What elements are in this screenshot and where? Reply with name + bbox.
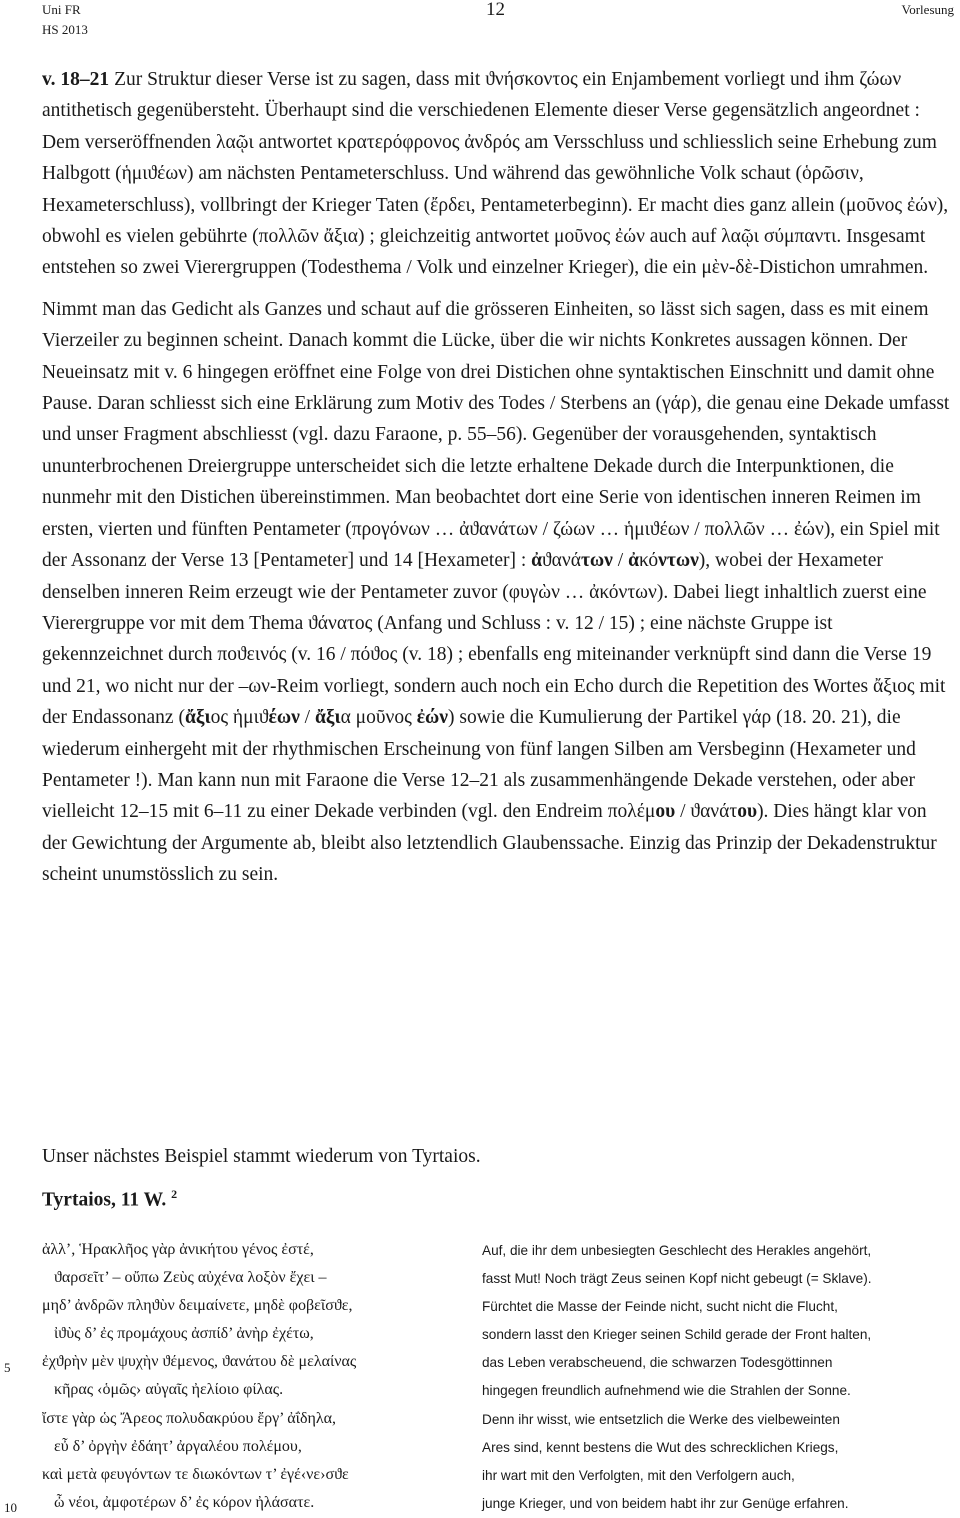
greek-line: μηδ’ ἀνδρῶν πληϑὺν δειμαίνετε, μηδὲ φοβεῖσϑε, [42,1297,353,1315]
greek-line: εὖ δ’ ὀργὴν ἐδάητ’ ἀργαλέου πολέμου, [54,1437,302,1455]
greek-line: ἐχϑρὴν μὲν ψυχὴν ϑέμενος, ϑανάτου δὲ μελαίνας [42,1353,357,1371]
line-number: 10 [4,1500,17,1515]
translation-line: Ares sind, kennt bestens die Wut des schrecklichen Kriegs, [482,1439,839,1455]
greek-line: ἰϑὺς δ’ ἐς προμάχους ἀσπίδ’ ἀνὴρ ἐχέτω, [54,1325,314,1343]
greek-line: ϑαρσεῖτ’ – οὔπω Ζεὺς αὐχένα λοξὸν ἔχει – [54,1269,327,1287]
footnote-marker: 2 [171,1187,178,1201]
greek-line: καὶ μετὰ φευγόντων τε διωκόντων τ’ ἐγέ‹νε›σϑε [42,1465,349,1483]
greek-line: κῆρας ‹ὁμῶς› αὐγαῖς ἠελίοιο φίλας. [54,1381,284,1399]
paragraph-verse-structure: v. 18–21 Zur Struktur dieser Verse ist zu sagen, dass mit ϑνήσκοντος ein Enjambement vorliegt und ihm ζώων antithetisch gegenübersteht. Überhaupt sind die verschiedenen Elemente dieser Verse gegensätzlich angeordnet : Dem verseröffnenden λαῷι antwortet κρατερόφρονος ἀνδρός am Versschluss und schliesslich seine Erhebung zum Halbgott (ἡμιϑέων) am nächsten Pentameterschluss. Und während das gewöhnliche Volk schaut (ὁρῶσιν, Hexameterschluss), vollbringt der Krieger Taten (ἔρδει, Pentameterbeginn). Er macht dies ganz allein (μοῦνος ἐών), obwohl es vielen gebührte (πολλῶν ἄξια) ; gleichzeitig antwortet μοῦνος ἐών auch auf λαῷι σύμπαντι. Insgesamt entstehen so zwei Vierergruppen (Todesthema / Volk und einzelner Krieger), die ein μὲν-δὲ-Distichon umrahmen. [42,69,949,279]
page-number: 12 [486,0,505,20]
section-title: Tyrtaios, 11 W. $^2$ [42,1187,178,1211]
translation-line: Auf, die ihr dem unbesiegten Geschlecht des Herakles angehört, [482,1243,872,1258]
translation-line: ihr wart mit den Verfolgten, mit den Verfolgern auch, [482,1467,795,1483]
translation-line: Fürchtet die Masse der Feinde nicht, sucht nicht die Flucht, [482,1299,838,1315]
translation-line: das Leben verabscheuend, die schwarzen Todesgöttinnen [482,1355,833,1371]
greek-line: ἀλλ’, Ἡρακλῆος γὰρ ἀνικήτου γένος ἐστέ, [42,1241,314,1258]
verse-range-label: v. 18–21 [42,69,110,90]
header-semester: HS 2013 [42,22,88,37]
header-course-type: Vorlesung [901,2,954,17]
paragraph-poem-structure: Nimmt man das Gedicht als Ganzes und schaut auf die grösseren Einheiten, so lässt sich sagen, dass es mit einem Vierzeiler zu beginnen scheint. Danach kommt die Lücke, über die wir nichts Konkretes aussagen können. Der Neueinsatz mit v. 6 hingegen eröffnet eine Folge von drei Distichen ohne syntaktischen Einschnitt und damit ohne Pause. Daran schliesst sich eine Erklärung zum Motiv des Todes / Sterbens an (γάρ), die genau eine Dekade umfasst und unser Fragment abschliesst (vgl. dazu Faraone, p. 55–56). Gegenüber der vorausgehenden, syntaktisch ununterbrochenen Dreiergruppe unterscheidet sich die letzte erhaltene Dekade durch die Interpunktionen, die nunmehr mit den Distichen übereinstimmen. Man beobachtet dort eine Serie von identischen inneren Reimen im ersten, vierten und fünften Pentameter (προγόνων … ἀϑανάτων / ζώων … ἡμιϑέων / πολλῶν … ἐών), ein Spiel mit der Assonanz der Verse 13 [Pentameter] und 14 [Hexameter] : ἀϑανάτων / ἀκόντων), wobei der Hexameter denselben inneren Reim erzeugt wie der Pentameter zuvor (φυγὼν … ἀκόντων). Dabei liegt inhaltlich zuerst eine Vierergruppe vor mit dem Thema ϑάνατος (Anfang und Schluss : v. 12 / 15) ; eine nächste Gruppe ist gekennzeichnet durch ποϑεινός (v. 16 / πόϑος (v. 18) ; ebenfalls eng miteinander verknüpft sind dann die Verse 19 und 21, wo nicht nur der –ων-Reim vorliegt, sondern auch noch ein Echo durch die Repetition des Wortes ἄξιος mit der Endassonanz (ἄξιος ἡμιϑέων / ἄξια μοῦνος ἐών) sowie die Kumulierung der Partikel γάρ (18. 20. 21), die wiederum einhergeht mit der rhythmischen Erscheinung von fünf langen Silben am Versbeginn (Hexameter und Pentameter !). Man kann nun mit Faraone die Verse 12–21 als zusammenhängende Dekade verstehen, oder aber vielleicht 12–15 mit 6–11 zu einer Dekade verbinden (vgl. den Endreim πολέμου / ϑανάτου). Dies hängt klar von der Gewichtung der Argumente ab, bleibt also letztendlich Glaubenssache. Einzig das Prinzip der Dekadenstruktur scheint unumstösslich zu sein. [42,298,950,886]
german-translation [482,1237,956,1518]
translation-line: Denn ihr wisst, wie entsetzlich die Werke des vielbeweinten [482,1411,840,1427]
translation-line: hingegen freundlich aufnehmend wie die Strahlen der Sonne. [482,1383,851,1399]
body-text [42,64,954,891]
greek-line: ἴστε γὰρ ὡς Ἄρεος πολυδακρύου ἔργ’ ἀΐδηλα, [42,1409,337,1427]
translation-line: fasst Mut! Noch trägt Zeus seinen Kopf nicht gebeugt (= Sklave). [482,1271,872,1287]
line-number: 5 [4,1360,11,1375]
translation-line: sondern lasst den Krieger seinen Schild gerade der Front halten, [482,1327,872,1343]
greek-line: ὦ νέοι, ἀμφοτέρων δ’ ἐς κόρον ἠλάσατε. [54,1493,315,1511]
translation-line: junge Krieger, und von beidem habt ihr zur Genüge erfahren. [482,1495,849,1511]
intro-sentence: Unser nächstes Beispiel stammt wiederum von Tyrtaios. [42,1146,481,1167]
header-university: Uni FR [42,2,81,17]
greek-poem [42,1236,482,1517]
page-header [0,0,960,46]
